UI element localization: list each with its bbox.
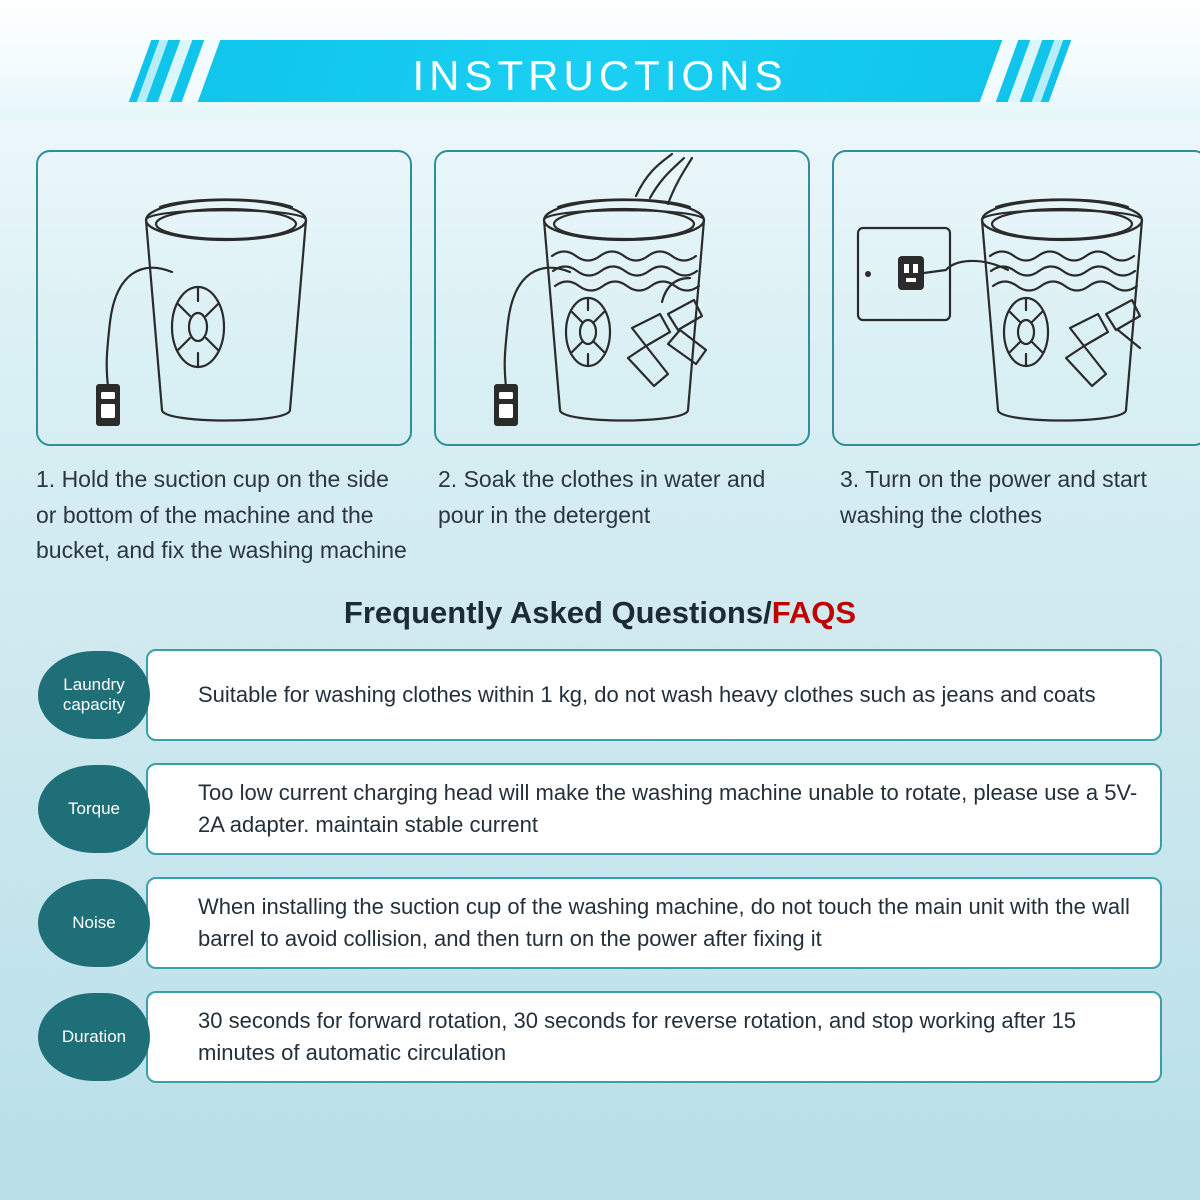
usb-plug-icon: [494, 384, 518, 426]
faq-heading-main: Frequently Asked Questions/: [343, 594, 772, 630]
bucket-soak-clothes-diagram-icon: [436, 152, 810, 444]
step-3-caption: 3. Turn on the power and start washing the clothes: [840, 466, 1147, 528]
faq-heading: [0, 595, 1200, 631]
step-1-illustration-box: [36, 150, 412, 446]
faq-item: [38, 763, 1162, 855]
instruction-step-3: [832, 150, 1200, 569]
bucket-power-on-diagram-icon: [834, 152, 1200, 444]
faq-item: [38, 991, 1162, 1083]
faq-item-body: [146, 877, 1162, 969]
bucket-suction-cup-diagram-icon: [38, 152, 412, 444]
wall-outlet-icon: [858, 228, 950, 320]
step-1-caption: 1. Hold the suction cup on the side or bottom of the machine and the bucket, and fix the washing machine: [36, 466, 407, 564]
faq-item: [38, 649, 1162, 741]
faq-item-label: Noise: [38, 879, 150, 967]
faq-item-label: Laundry capacity: [38, 651, 150, 739]
faq-item-body: [146, 991, 1162, 1083]
instruction-step-1: [36, 150, 412, 569]
faq-list: [0, 649, 1200, 1083]
faq-item-body: [146, 649, 1162, 741]
usb-plug-icon: [96, 384, 120, 426]
instruction-step-2: [434, 150, 810, 569]
step-2-illustration-box: [434, 150, 810, 446]
faq-item: [38, 877, 1162, 969]
instruction-steps: [0, 120, 1200, 569]
faq-item-body: [146, 763, 1162, 855]
faq-item-text: Suitable for washing clothes within 1 kg, do not wash heavy clothes such as jeans and coats: [198, 681, 1096, 707]
faq-item-text: When installing the suction cup of the washing machine, do not touch the main unit with the wall barrel to avoid collision, and then turn on the power after fixing it: [198, 894, 1130, 951]
step-2-caption: 2. Soak the clothes in water and pour in the detergent: [438, 466, 766, 528]
faq-heading-accent: FAQS: [771, 594, 857, 630]
faq-item-label: Duration: [38, 993, 150, 1081]
step-3-illustration-box: [832, 150, 1200, 446]
faq-item-text: 30 seconds for forward rotation, 30 seconds for reverse rotation, and stop working after 15 minutes of automatic circulation: [198, 1008, 1077, 1065]
page-header: [0, 0, 1200, 120]
faq-item-text: Too low current charging head will make the washing machine unable to rotate, please use a 5V-2A adapter. maintain stable current: [198, 780, 1138, 837]
faq-item-label: Torque: [38, 765, 150, 853]
page-title: INSTRUCTIONS: [412, 52, 788, 99]
